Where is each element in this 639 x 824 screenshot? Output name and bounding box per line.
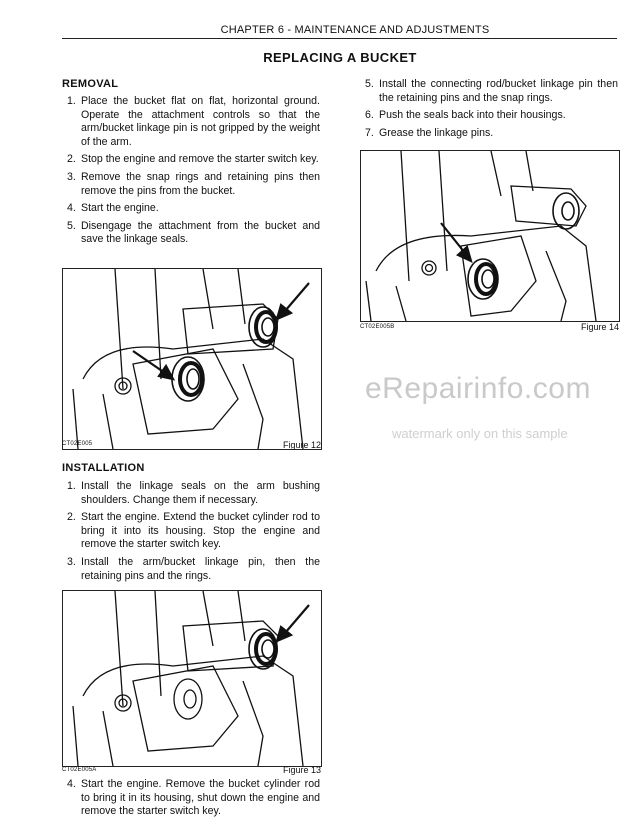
installation-steps bbox=[62, 480, 320, 587]
figure-12-illustration bbox=[62, 268, 322, 450]
installation-step-6: 6. Push the seals back into their housings. bbox=[365, 109, 566, 122]
installation-step-2: 2. Start the engine. Extend the bucket cylinder rod to bring it into its housing. Stop the engine and remove the starter switch key. bbox=[67, 511, 320, 551]
installation-step-5: 5. Install the connecting rod/bucket linkage pin then the retaining pins and the snap rings. bbox=[365, 78, 618, 104]
installation-heading: INSTALLATION bbox=[62, 462, 145, 474]
header-rule bbox=[62, 38, 617, 39]
chapter-header: CHAPTER 6 - MAINTENANCE AND ADJUSTMENTS bbox=[220, 24, 490, 36]
installation-step-1: 1. Install the linkage seals on the arm bushing shoulders. Change them if necessary. bbox=[67, 480, 320, 506]
figure-14-label: Figure 14 bbox=[581, 322, 620, 332]
figure-14-illustration bbox=[360, 150, 620, 322]
removal-step-3: 3. Remove the snap rings and retaining pins then remove the pins from the bucket. bbox=[67, 170, 320, 197]
figure-13-illustration bbox=[62, 590, 322, 767]
page-title: REPLACING A BUCKET bbox=[263, 50, 417, 65]
figure-14-code: CT02E005B bbox=[360, 324, 395, 330]
installation-steps-continued bbox=[62, 778, 320, 823]
installation-step-7: 7. Grease the linkage pins. bbox=[365, 126, 494, 139]
installation-step-4: 4. Start the engine. Remove the bucket cylinder rod to bring it in its housing, shut down the engine and remove the starter switch key. bbox=[67, 778, 320, 818]
removal-steps bbox=[62, 95, 320, 251]
removal-step-4: 4. Start the engine. bbox=[67, 202, 159, 215]
removal-heading: REMOVAL bbox=[62, 78, 119, 90]
removal-step-5: 5. Disengage the attachment from the bucket and save the linkage seals. bbox=[67, 219, 320, 246]
removal-step-1: 1. Place the bucket flat on flat, horizontal ground. Operate the attachment controls so that the arm/bucket linkage pin is not gripped by the weight of the arm. bbox=[67, 95, 320, 148]
figure-13-code: CT02E005A bbox=[62, 767, 97, 773]
installation-step-3: 3. Install the arm/bucket linkage pin, then the retaining pins and the rings. bbox=[67, 555, 320, 582]
figure-12-label: Figure 12 bbox=[283, 440, 322, 450]
removal-step-2: 2. Stop the engine and remove the starter switch key. bbox=[67, 153, 319, 166]
figure-13-label: Figure 13 bbox=[283, 765, 322, 775]
watermark-text: eRepairinfo.com bbox=[365, 372, 591, 405]
watermark-subtext: watermark only on this sample bbox=[392, 426, 568, 441]
installation-steps-right bbox=[360, 78, 618, 144]
figure-12-code: CT02E005 bbox=[62, 441, 93, 447]
